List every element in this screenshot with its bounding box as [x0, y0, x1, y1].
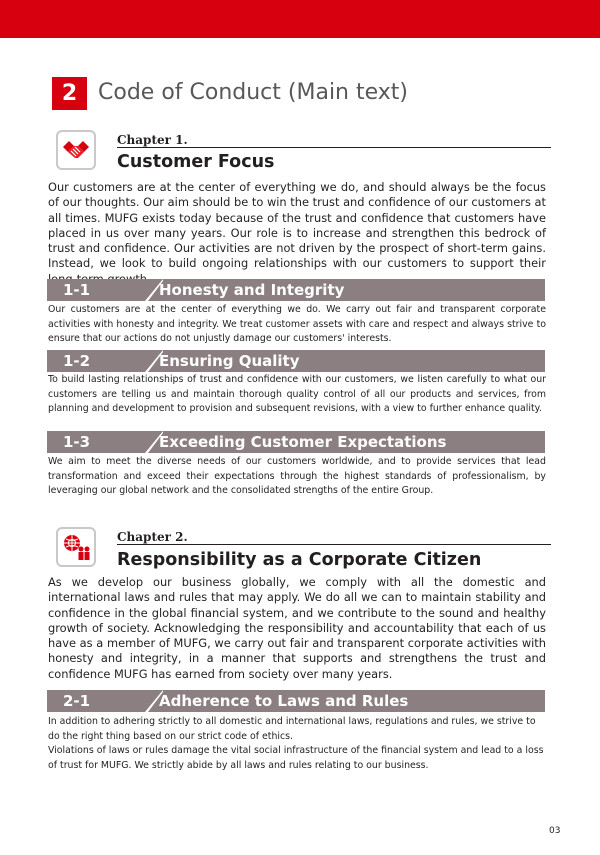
handshake-icon: [56, 130, 96, 170]
globe-people-icon: [56, 527, 96, 567]
chapter-intro: As we develop our business globally, we comply with all the domestic and international laws and rules that may apply. We do all we can to maintain stability and confidence in the global financial system, and we contribute to the sound and healthy growth of society. Acknowledging the responsibility and accountability that each of us have as a member of MUFG, we carry out fair and transparent corporate activities with honesty and integrity, in a manner that supports and strengthens the trust and confidence MUFG has earned from society over many years.: [48, 575, 546, 681]
chapter-rule: [117, 147, 551, 148]
page-number: 03: [549, 826, 561, 836]
text-line: Violations of laws or rules damage the vital social infrastructure of the financial system and lead to a loss of trust for MUFG. We strictly abide by all laws and rules relating to our business.: [48, 745, 544, 772]
chapter-rule: [117, 544, 551, 545]
subsection-bar: [47, 690, 545, 712]
subsection-bar: [47, 279, 545, 301]
subsection-text: Our customers are at the center of everything we do. We carry out fair and transparent corporate activities with honesty and integrity. We treat customer assets with care and respect and always strive to ensure that our actions do not unjustly damage our customers' interests.: [48, 304, 546, 345]
subsection-bar: [47, 431, 545, 453]
chapter-intro: Our customers are at the center of everything we do, and should always be the focus of our thoughts. Our aim should be to win the trust and confidence of our customers at all times. MUFG exists today because of the trust and confidence that customers have placed in us over many years. Our role is to increase and strengthen this bedrock of trust and confidence. Our activities are not driven by the prospect of short-term gains. Instead, we look to build ongoing relationships with our customers to support their: [48, 180, 546, 271]
subsection-text: We aim to meet the diverse needs of our customers worldwide, and to provide services that lead transformation and exceed their expectations through the highest standards of professionalism, by leveraging our global network and the consolidated strengths of the entire Group.: [48, 456, 546, 497]
subsection-title: Ensuring Quality: [159, 352, 300, 370]
section-title: Code of Conduct (Main text): [98, 80, 408, 105]
chapter-label: Chapter 2.: [117, 530, 188, 544]
subsection-title: Exceeding Customer Expectations: [159, 433, 447, 451]
chapter-title: Responsibility as a Corporate Citizen: [117, 550, 482, 570]
subsection-title: Honesty and Integrity: [159, 281, 345, 299]
subsection-number: 2-1: [63, 692, 91, 710]
chapter-label: Chapter 1.: [117, 133, 188, 147]
chapter-title: Customer Focus: [117, 152, 275, 172]
subsection-bar: [47, 350, 545, 372]
subsection-title: Adherence to Laws and Rules: [159, 692, 409, 710]
top-brand-bar: [0, 0, 600, 38]
section-number-badge: 2: [52, 77, 87, 110]
subsection-number: 1-2: [63, 352, 91, 370]
subsection-number: 1-1: [63, 281, 91, 299]
subsection-number: 1-3: [63, 433, 91, 451]
subsection-text: [48, 715, 546, 774]
text-line: In addition to adhering strictly to all domestic and international laws, regulations and rules, we strive to do the right thing based on our strict code of ethics.: [48, 716, 536, 742]
subsection-text: To build lasting relationships of trust and confidence with our customers, we listen carefully to what our customers are telling us and maintain thorough quality control of all our products and services, from planning and development to provision and subsequent revisions, with a view to further enhance quality.: [48, 374, 546, 415]
